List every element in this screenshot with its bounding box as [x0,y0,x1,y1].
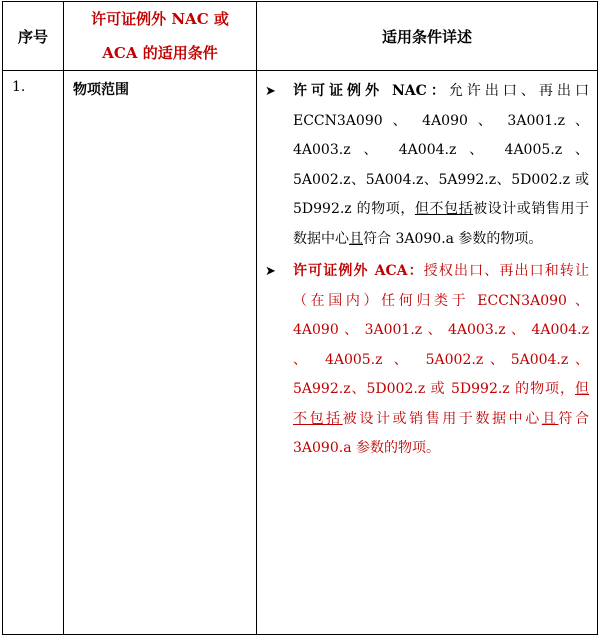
aca-text-2: 被设计或销售用于数据中心 [342,410,542,427]
row-item: 物项范围 [64,71,257,635]
nac-label: 许可证例外 NAC： [293,83,449,99]
arrow-bullet-icon: ➤ [265,264,276,279]
table-row [3,71,598,635]
header-number: 序号 [3,2,64,71]
header-exception-line2 [64,36,256,70]
nac-underline-1: 但不包括 [414,201,474,217]
header-exception-line2-text: ACA 的适用条件 [102,44,218,62]
aca-text-1: 授权出口、再出口和转让（在国内）任何归类于 ECCN3A090 、 4A090 、 3A001.z 、 4A003.z 、 4A004.z 、 4A005.z 、 5A002.z、5A004.z、5A992.z、5D002.z 或 5D992.z 的物项， [293,263,589,397]
aca-paragraph [265,257,589,464]
nac-underline-2: 且 [349,230,363,247]
header-exception-line1: 许可证例外 NAC 或 [91,10,229,28]
nac-text-3: 符合 3A090.a 参数的物项。 [363,230,543,247]
nac-text-2: 被设计或销售用于数据中心 [293,201,590,247]
aca-text-3: 符合 3A090.a 参数的物项。 [293,410,590,456]
row-conditions [257,71,598,635]
aca-underline-1: 但不包括 [293,381,589,427]
arrow-bullet-icon: ➤ [265,84,276,99]
nac-text-1: 允许出口、再出口 ECCN3A090 、 4A090 、 3A001.z 、 4A003.z 、 4A004.z 、 4A005.z 、 5A002.z、5A004.z、5A992.z、5D002.z 或 5D992.z 的物项， [293,83,589,217]
header-exception [64,2,257,71]
nac-paragraph [265,77,589,254]
aca-underline-2: 且 [541,410,559,427]
header-detail: 适用条件详述 [257,2,598,71]
row-number: 1. [3,71,64,635]
header-row [3,2,598,71]
aca-label: 许可证例外 ACA： [293,263,424,279]
conditions-table [2,1,598,635]
